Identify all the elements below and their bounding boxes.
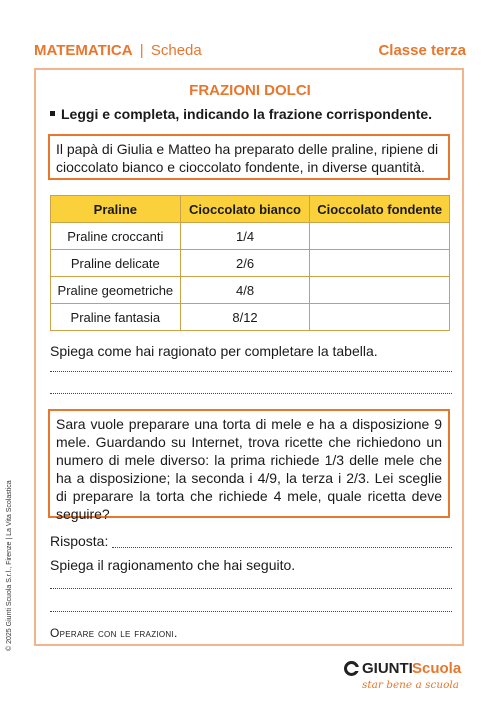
table-row (51, 277, 450, 304)
bullet-icon (50, 111, 55, 116)
praline-name-cell: Praline croccanti (51, 223, 181, 250)
logo-brand-scuola: Scuola (412, 660, 462, 677)
logo-brand: GIUNTI (362, 660, 413, 677)
table-row (51, 304, 450, 331)
header-separator: | (139, 42, 144, 59)
risposta-row (50, 533, 452, 551)
copyright-text: © 2025 Giunti Scuola S.r.l., Firenze | La Vita Scolastica (6, 480, 13, 651)
problem-box-praline: Il papà di Giulia e Matteo ha preparato delle praline, ripiene di cioccolato bianco e cioccolato fondente, in diverse quantità. (48, 134, 450, 180)
page-header (34, 42, 466, 62)
fondente-answer-cell[interactable] (310, 304, 450, 331)
bianco-cell: 1/4 (180, 223, 310, 250)
bianco-cell: 2/6 (180, 250, 310, 277)
praline-name-cell: Praline delicate (51, 250, 181, 277)
answer-dotted-line[interactable] (50, 588, 452, 589)
praline-name-cell: Praline fantasia (51, 304, 181, 331)
explain-reasoning-prompt: Spiega il ragionamento che hai seguito. (50, 557, 296, 573)
table-header-row (51, 196, 450, 223)
explain-table-prompt: Spiega come hai ragionato per completare la tabella. (50, 343, 378, 359)
table-row (51, 250, 450, 277)
instruction (50, 106, 432, 122)
problem-box-torta: Sara vuole preparare una torta di mele e ha a disposizione 9 mele. Guardando su Internet, trova ricette che richiedono un numero di mele diverso: la prima richiede 1/3 delle mele che ha a disposizione; la seconda i 4/9, la terza i 2/3. Lei sceglie di preparare la torta che richiede 4 mele, quale ricetta deve seguire? (48, 409, 450, 518)
giunti-logo-icon (344, 661, 359, 676)
answer-dotted-line[interactable] (50, 393, 452, 394)
column-header-praline: Praline (51, 196, 181, 223)
answer-dotted-line[interactable] (50, 611, 452, 612)
answer-dotted-line[interactable] (50, 371, 452, 372)
praline-table (50, 195, 450, 331)
giunti-scuola-logo (344, 660, 464, 700)
risposta-label: Risposta: (50, 533, 109, 549)
worksheet-title: FRAZIONI DOLCI (189, 82, 311, 99)
column-header-bianco: Cioccolato bianco (180, 196, 310, 223)
instruction-text: Leggi e completa, indicando la frazione corrispondente. (61, 106, 433, 122)
risposta-dotted-line[interactable] (112, 547, 452, 548)
table-row (51, 223, 450, 250)
column-header-fondente: Cioccolato fondente (310, 196, 450, 223)
fondente-answer-cell[interactable] (310, 223, 450, 250)
praline-name-cell: Praline geometriche (51, 277, 181, 304)
bianco-cell: 4/8 (180, 277, 310, 304)
bianco-cell: 8/12 (180, 304, 310, 331)
subject-label: MATEMATICA (34, 42, 133, 59)
logo-tagline: star bene a scuola (362, 679, 460, 691)
grade-label: Classe terza (378, 42, 466, 59)
sheet-type-label: Scheda (150, 42, 202, 59)
topic-text: Operare con le frazioni. (50, 626, 178, 640)
header-subject (34, 42, 202, 59)
fondente-answer-cell[interactable] (310, 277, 450, 304)
fondente-answer-cell[interactable] (310, 250, 450, 277)
topic-footer (50, 626, 178, 640)
